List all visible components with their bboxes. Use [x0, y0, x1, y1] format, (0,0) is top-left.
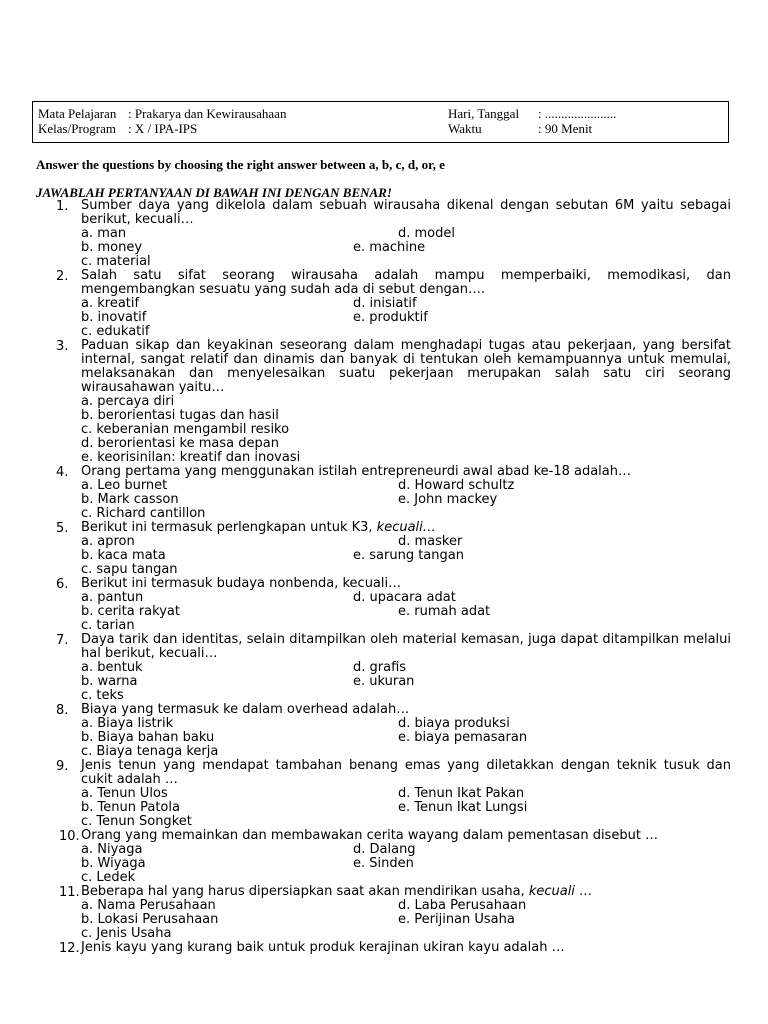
option-row	[0, 899, 768, 913]
option-d: d. upacara adat	[353, 590, 456, 605]
option-d: d. model	[398, 226, 455, 241]
question-4	[0, 465, 768, 521]
question-text: Biaya yang termasuk ke dalam overhead adalah…	[81, 702, 410, 717]
question-text: Berikut ini termasuk budaya nonbenda, kecuali…	[81, 576, 402, 591]
option-c: c. Ledek	[81, 870, 136, 885]
question-number: 11.	[59, 885, 80, 900]
class-label: Kelas/Program	[38, 121, 116, 136]
option-c: c. Jenis Usaha	[81, 926, 172, 941]
option-c: c. edukatif	[81, 324, 150, 339]
option-e: e. ukuran	[353, 674, 415, 689]
option-d: d. inisiatif	[353, 296, 417, 311]
option-c: c. Richard cantillon	[81, 506, 206, 521]
option-row	[0, 927, 768, 941]
option-b: b. money	[81, 240, 143, 255]
class-value: : X / IPA-IPS	[128, 121, 198, 136]
option-b: b. cerita rakyat	[81, 604, 180, 619]
option-row	[0, 549, 768, 563]
option-b: b. inovatif	[81, 310, 147, 325]
question-12	[0, 941, 768, 955]
option-e: e. sarung tangan	[353, 548, 464, 563]
option-e: e. Tenun Ikat Lungsi	[398, 800, 528, 815]
question-text-emphasis: kecuali	[528, 884, 575, 899]
option-c: c. Biaya tenaga kerja	[81, 744, 219, 759]
option-c: c. teks	[81, 688, 124, 703]
question-number: 12.	[59, 941, 80, 956]
subject-label: Mata Pelajaran	[38, 106, 117, 121]
instruction-text: Answer the questions by choosing the right answer between a, b, c, d, or, e	[36, 157, 445, 172]
option-d: d. Dalang	[353, 842, 416, 857]
question-text: Salah satu sifat seorang wirausaha adalah mampu memperbaiki, memodikasi, dan mengembangkan sesuatu yang sudah ada di sebut dengan….	[81, 268, 731, 297]
option-row	[0, 395, 768, 409]
question-7	[0, 633, 768, 703]
question-6	[0, 577, 768, 633]
option-row	[0, 857, 768, 871]
option-row	[0, 507, 768, 521]
option-row	[0, 241, 768, 255]
option-row	[0, 787, 768, 801]
option-a: a. Biaya listrik	[81, 716, 174, 731]
option-e: e. John mackey	[398, 492, 498, 507]
question-text: Jenis kayu yang kurang baik untuk produk kerajinan ukiran kayu adalah …	[81, 940, 565, 955]
question-number: 3.	[56, 339, 69, 354]
question-text-emphasis: kecuali…	[376, 520, 436, 535]
section-title: JAWABLAH PERTANYAAN DI BAWAH INI DENGAN BENAR!	[36, 185, 392, 200]
option-a: a. Tenun Ulos	[81, 786, 168, 801]
option-row	[0, 731, 768, 745]
question-number: 5.	[56, 521, 69, 536]
question-number: 6.	[56, 577, 69, 592]
option-b: b. kaca mata	[81, 548, 166, 563]
question-3	[0, 339, 768, 465]
option-row	[0, 717, 768, 731]
question-text-main: Berikut ini termasuk perlengkapan untuk K3,	[81, 520, 377, 535]
option-a: a. kreatif	[81, 296, 140, 311]
option-a: a. percaya diri	[81, 394, 175, 409]
option-e: e. biaya pemasaran	[398, 730, 528, 745]
option-row	[0, 913, 768, 927]
option-row	[0, 591, 768, 605]
question-10	[0, 829, 768, 885]
question-text: Jenis tenun yang mendapat tambahan benang emas yang diletakkan dengan teknik tusuk dan cukit adalah …	[81, 758, 731, 787]
question-8	[0, 703, 768, 759]
question-2	[0, 269, 768, 339]
option-c: c. keberanian mengambil resiko	[81, 422, 290, 437]
option-e: e. machine	[353, 240, 426, 255]
option-row	[0, 843, 768, 857]
option-b: b. warna	[81, 674, 138, 689]
date-label: Hari, Tanggal	[448, 106, 520, 121]
question-text-main: Beberapa hal yang harus dipersiapkan saat akan mendirikan usaha,	[81, 884, 529, 899]
option-row	[0, 801, 768, 815]
option-b: b. Wiyaga	[81, 856, 146, 871]
option-row	[0, 675, 768, 689]
question-number: 7.	[56, 633, 69, 648]
question-text: Orang pertama yang menggunakan istilah entrepreneurdi awal abad ke-18 adalah…	[81, 464, 631, 479]
option-c: c. material	[81, 254, 151, 269]
option-row	[0, 311, 768, 325]
option-row	[0, 619, 768, 633]
exam-header-box	[32, 101, 729, 143]
option-b: b. Biaya bahan baku	[81, 730, 215, 745]
option-row	[0, 493, 768, 507]
option-row	[0, 255, 768, 269]
option-a: a. Leo burnet	[81, 478, 168, 493]
option-a: a. Nama Perusahaan	[81, 898, 216, 913]
option-row	[0, 409, 768, 423]
option-row	[0, 815, 768, 829]
subject-value: : Prakarya dan Kewirausahaan	[128, 106, 287, 121]
option-b: b. Lokasi Perusahaan	[81, 912, 219, 927]
option-b: b. Mark casson	[81, 492, 179, 507]
option-e: e. produktif	[353, 310, 428, 325]
question-number: 9.	[56, 759, 69, 774]
option-row	[0, 451, 768, 465]
option-a: a. man	[81, 226, 127, 241]
option-row	[0, 689, 768, 703]
option-row	[0, 227, 768, 241]
option-c: c. tarian	[81, 618, 135, 633]
question-11	[0, 885, 768, 941]
option-a: a. Niyaga	[81, 842, 143, 857]
option-row	[0, 325, 768, 339]
option-d: d. Tenun Ikat Pakan	[398, 786, 525, 801]
option-row	[0, 745, 768, 759]
option-e: e. Perijinan Usaha	[398, 912, 515, 927]
option-e: e. Sinden	[353, 856, 414, 871]
option-e: e. keorisinilan: kreatif dan inovasi	[81, 450, 301, 465]
option-b: b. berorientasi tugas dan hasil	[81, 408, 279, 423]
option-row	[0, 297, 768, 311]
time-label: Waktu	[448, 121, 482, 136]
option-a: a. apron	[81, 534, 135, 549]
option-row	[0, 437, 768, 451]
option-row	[0, 563, 768, 577]
option-row	[0, 661, 768, 675]
option-d: d. berorientasi ke masa depan	[81, 436, 279, 451]
option-b: b. Tenun Patola	[81, 800, 180, 815]
question-text	[81, 521, 731, 535]
option-d: d. Howard schultz	[398, 478, 515, 493]
question-text: Daya tarik dan identitas, selain ditampilkan oleh material kemasan, juga dapat ditampilkan melalui hal berikut, kecuali…	[81, 632, 731, 661]
question-text: Paduan sikap dan keyakinan seseorang dalam menghadapi tugas atau pekerjaan, yang bersifat internal, sangat relatif dan dinamis dan banyak di tentukan oleh kemampuannya untuk memulai, melaksanakan dan menyelesaikan suatu pekerjaan merupakan salah satu ciri seorang wirausahawan yaitu…	[81, 338, 731, 395]
option-c: c. Tenun Songket	[81, 814, 192, 829]
question-number: 10.	[59, 829, 80, 844]
question-number: 4.	[56, 465, 69, 480]
option-row	[0, 535, 768, 549]
question-text	[81, 885, 731, 899]
option-d: d. grafis	[353, 660, 407, 675]
option-e: e. rumah adat	[398, 604, 491, 619]
question-list	[0, 199, 768, 955]
question-text: Orang yang memainkan dan membawakan cerita wayang dalam pementasan disebut …	[81, 828, 659, 843]
question-5	[0, 521, 768, 577]
option-row	[0, 871, 768, 885]
time-value: : 90 Menit	[538, 121, 593, 136]
question-number: 8.	[56, 703, 69, 718]
option-row	[0, 605, 768, 619]
date-value: : ......................	[538, 106, 617, 121]
question-1	[0, 199, 768, 269]
option-c: c. sapu tangan	[81, 562, 178, 577]
option-d: d. biaya produksi	[398, 716, 510, 731]
question-number: 1.	[56, 199, 69, 214]
option-a: a. pantun	[81, 590, 144, 605]
option-row	[0, 479, 768, 493]
option-d: d. masker	[398, 534, 463, 549]
option-row	[0, 423, 768, 437]
question-9	[0, 759, 768, 829]
option-a: a. bentuk	[81, 660, 143, 675]
question-number: 2.	[56, 269, 69, 284]
question-text: Sumber daya yang dikelola dalam sebuah wirausaha dikenal dengan sebutan 6M yaitu sebagai berikut, kecuali…	[81, 198, 731, 227]
option-d: d. Laba Perusahaan	[398, 898, 527, 913]
question-text-tail: …	[574, 884, 593, 899]
